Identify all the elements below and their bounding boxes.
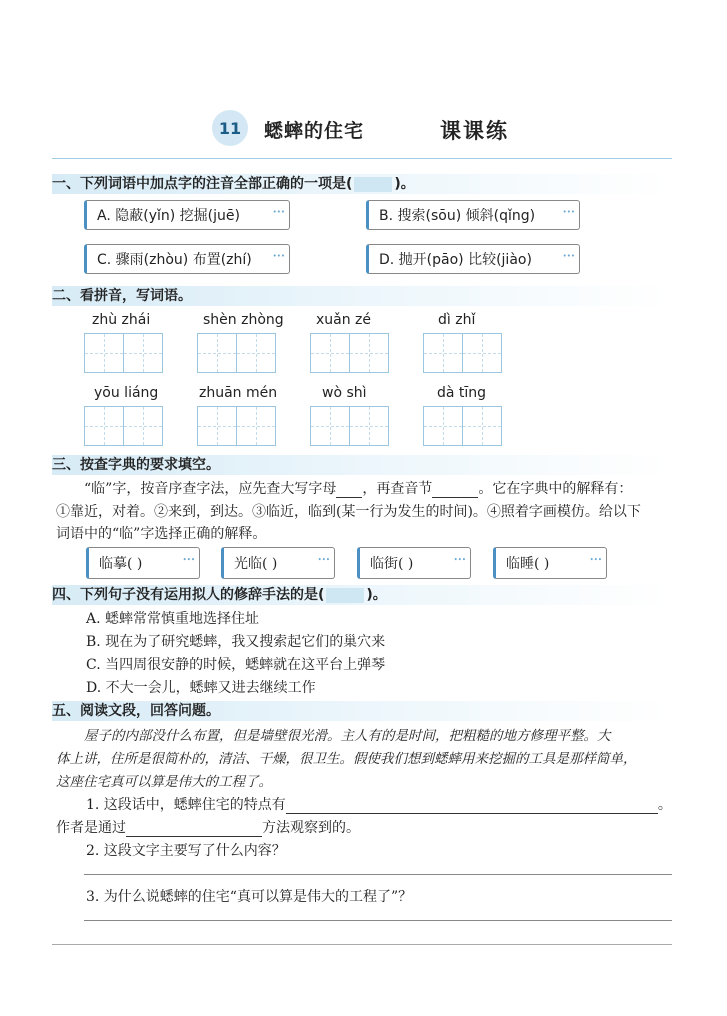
section1-title-end: )。 bbox=[394, 176, 415, 192]
grid-cell[interactable] bbox=[462, 406, 502, 446]
writing-grid[interactable] bbox=[84, 406, 162, 446]
lin-word-box[interactable] bbox=[357, 547, 471, 579]
box-dots-icon: ••• bbox=[317, 556, 330, 564]
lin-word-label: 光临( ) bbox=[234, 556, 278, 572]
section3-line1 bbox=[84, 478, 632, 498]
section3-line3: 词语中的“临”字选择正确的解释。 bbox=[56, 526, 267, 542]
lin-word-box[interactable] bbox=[493, 547, 607, 579]
grid-cell[interactable] bbox=[123, 333, 163, 373]
grid-cell[interactable] bbox=[84, 333, 124, 373]
lesson-title: 蟋蟀的住宅 bbox=[264, 120, 365, 142]
section4-title bbox=[52, 585, 672, 605]
section3-line2: ①靠近，对着。②来到，到达。③临近，临到(某一行为发生的时间)。④照着字画模仿。给以下 bbox=[56, 504, 641, 520]
grid-cell[interactable] bbox=[236, 333, 276, 373]
option-b-label: B. 搜索(sōu) 倾斜(qǐng) bbox=[379, 208, 536, 224]
grid-cell[interactable] bbox=[123, 406, 163, 446]
writing-grid[interactable] bbox=[310, 333, 388, 373]
question1-text: 1. 这段话中，蟋蟀住宅的特点有 bbox=[86, 797, 286, 813]
box-dots-icon: ••• bbox=[589, 556, 602, 564]
line1-text-a: “临”字，按音序查字法，应先查大写字母 bbox=[84, 481, 337, 497]
section4-option-b[interactable]: B. 现在为了研究蟋蟀，我又搜索起它们的巢穴来 bbox=[86, 634, 386, 650]
option-dots-icon: ••• bbox=[272, 208, 285, 216]
option-c-label: C. 骤雨(zhòu) 布置(zhí) bbox=[97, 252, 252, 268]
grid-cell[interactable] bbox=[310, 333, 350, 373]
writing-grid[interactable] bbox=[197, 333, 275, 373]
grid-cell[interactable] bbox=[310, 406, 350, 446]
section1-option-b[interactable] bbox=[366, 200, 580, 230]
passage-line: 这座住宅真可以算是伟大的工程了。 bbox=[56, 774, 272, 790]
grid-cell[interactable] bbox=[462, 333, 502, 373]
header-divider bbox=[52, 158, 672, 159]
lin-word-label: 临街( ) bbox=[370, 556, 414, 572]
question3: 3. 为什么说蟋蟀的住宅“真可以算是伟大的工程了”？ bbox=[86, 889, 413, 905]
grid-cell[interactable] bbox=[349, 333, 389, 373]
question2: 2. 这段文字主要写了什么内容？ bbox=[86, 843, 286, 859]
letter-blank[interactable] bbox=[336, 483, 362, 498]
pinyin-label: dì zhǐ bbox=[438, 312, 476, 328]
lesson-number-badge: 11 bbox=[212, 110, 248, 146]
pinyin-label: dà tīng bbox=[437, 385, 487, 401]
pinyin-label: wò shì bbox=[322, 385, 367, 401]
option-dots-icon: ••• bbox=[272, 252, 285, 260]
lin-word-label: 临摹( ) bbox=[99, 556, 143, 572]
writing-grid[interactable] bbox=[310, 406, 388, 446]
section1-title bbox=[52, 174, 672, 194]
section4-title-text: 四、下列句子没有运用拟人的修辞手法的是( bbox=[52, 587, 325, 603]
writing-grid[interactable] bbox=[423, 333, 501, 373]
writing-grid[interactable] bbox=[84, 333, 162, 373]
option-a-label: A. 隐蔽(yǐn) 挖掘(juē) bbox=[97, 208, 240, 224]
section4-option-d[interactable]: D. 不大一会儿，蟋蟀又进去继续工作 bbox=[86, 680, 316, 696]
option-dots-icon: ••• bbox=[562, 252, 575, 260]
question1-method bbox=[56, 817, 360, 837]
lin-word-label: 临睡( ) bbox=[506, 556, 550, 572]
grid-cell[interactable] bbox=[197, 406, 237, 446]
box-dots-icon: ••• bbox=[453, 556, 466, 564]
section5-title: 五、阅读文段，回答问题。 bbox=[52, 701, 672, 721]
grid-cell[interactable] bbox=[423, 406, 463, 446]
pinyin-label: yōu liáng bbox=[94, 385, 159, 401]
grid-cell[interactable] bbox=[236, 406, 276, 446]
writing-grid[interactable] bbox=[423, 406, 501, 446]
question1-end: 。 bbox=[657, 797, 672, 813]
grid-cell[interactable] bbox=[84, 406, 124, 446]
syllable-blank[interactable] bbox=[432, 483, 478, 498]
section4-title-end: )。 bbox=[366, 587, 387, 603]
section4-option-a[interactable]: A. 蟋蟀常常慎重地选择住址 bbox=[86, 611, 260, 627]
grid-cell[interactable] bbox=[349, 406, 389, 446]
pinyin-label: zhuān mén bbox=[199, 385, 278, 401]
lesson-header bbox=[212, 110, 542, 146]
question1-method-text: 作者是通过 bbox=[56, 820, 126, 836]
section4-answer-blank[interactable] bbox=[326, 588, 364, 603]
option-d-label: D. 抛开(pāo) 比较(jiào) bbox=[379, 252, 532, 268]
grid-cell[interactable] bbox=[423, 333, 463, 373]
section1-answer-blank[interactable] bbox=[354, 177, 392, 192]
lesson-kind: 课课练 bbox=[440, 118, 509, 143]
section1-option-a[interactable] bbox=[84, 200, 290, 230]
section1-option-c[interactable] bbox=[84, 244, 290, 274]
pinyin-label: shèn zhòng bbox=[203, 312, 284, 328]
box-dots-icon: ••• bbox=[182, 556, 195, 564]
question3-answer-line[interactable] bbox=[84, 920, 672, 921]
line1-text-b: ，再查音节 bbox=[362, 481, 433, 497]
line1-text-c: 。它在字典中的解释有： bbox=[478, 481, 633, 497]
question1-answer-blank[interactable] bbox=[286, 799, 658, 814]
section4-option-c[interactable]: C. 当四周很安静的时候，蟋蟀就在这平台上弹琴 bbox=[86, 657, 386, 673]
lin-word-box[interactable] bbox=[86, 547, 200, 579]
question2-answer-line[interactable] bbox=[84, 874, 672, 875]
question1-method-end: 方法观察到的。 bbox=[262, 820, 360, 836]
section1-option-d[interactable] bbox=[366, 244, 580, 274]
writing-grid[interactable] bbox=[197, 406, 275, 446]
section1-title-text: 一、下列词语中加点字的注音全部正确的一项是( bbox=[52, 176, 353, 192]
passage-line: 屋子的内部没什么布置，但是墙壁很光滑。主人有的是时间，把粗糙的地方修理平整。大 bbox=[84, 728, 611, 744]
passage-line: 体上讲，住所是很简朴的，清洁、干燥，很卫生。假使我们想到蟋蟀用来挖掘的工具是那样简单， bbox=[56, 751, 637, 767]
section2-title: 二、看拼音，写词语。 bbox=[52, 286, 672, 306]
method-answer-blank[interactable] bbox=[126, 822, 262, 837]
pinyin-label: zhù zhái bbox=[92, 312, 151, 328]
question1 bbox=[86, 794, 672, 814]
section3-title: 三、按查字典的要求填空。 bbox=[52, 455, 672, 475]
footer-divider bbox=[52, 944, 672, 945]
pinyin-label: xuǎn zé bbox=[316, 312, 372, 328]
option-dots-icon: ••• bbox=[562, 208, 575, 216]
grid-cell[interactable] bbox=[197, 333, 237, 373]
lin-word-box[interactable] bbox=[221, 547, 335, 579]
